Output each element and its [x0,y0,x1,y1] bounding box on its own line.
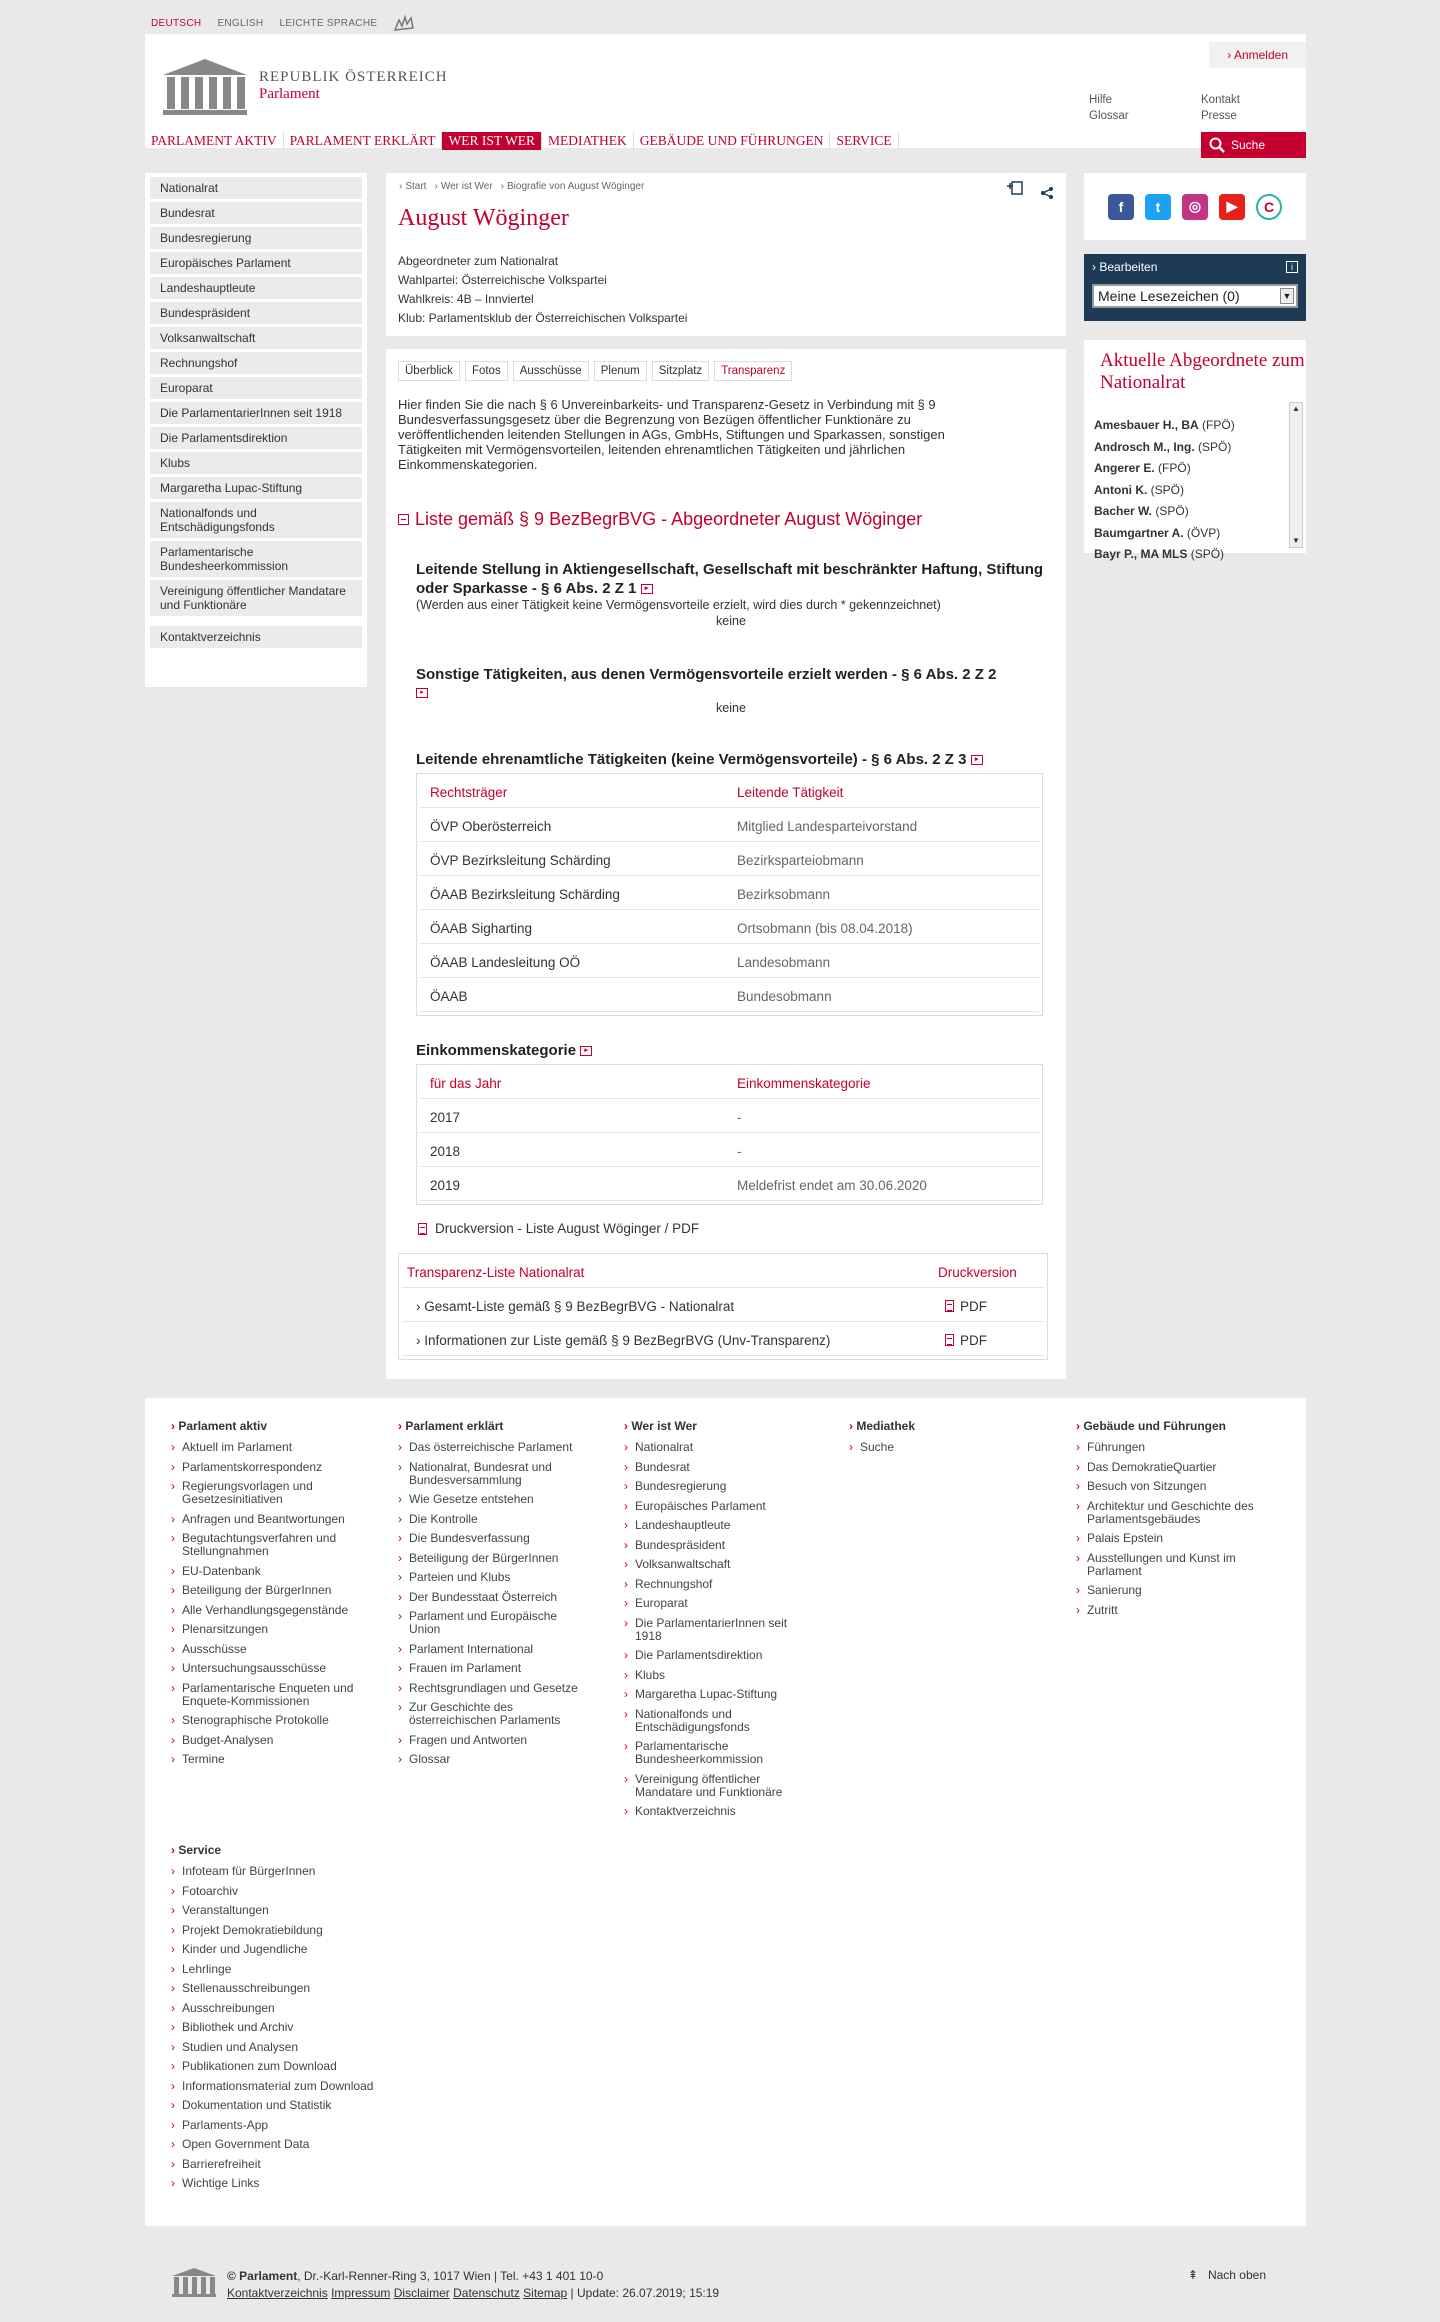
leftnav-item[interactable]: Die Parlamentsdirektion [150,427,362,449]
footer-link[interactable]: › Nationalfonds und Entschädigungsfonds [624,1708,814,1734]
main-nav [145,132,1306,150]
cell: - [737,1109,742,1125]
cell: ÖAAB Landesleitung OÖ [430,954,581,970]
footer-link[interactable]: › EU-Datenbank [171,1565,361,1578]
pdf-link[interactable] [945,1333,987,1348]
person-role: Abgeordneter zum Nationalrat [398,254,559,268]
tabs [398,361,792,381]
footer-link[interactable]: › Ausschüsse [171,1643,361,1656]
footer-link[interactable]: › Begutachtungsverfahren und Stellungnahmen [171,1532,361,1558]
member-name: Baumgartner A. [1094,525,1184,540]
footer-heading[interactable]: › Mediathek [849,1420,999,1433]
footer-link[interactable]: › Architektur und Geschichte des Parlamentsgebäudes [1076,1500,1256,1526]
site-subtitle: Parlament [259,86,320,102]
member-party: (FPÖ) [1202,418,1235,432]
pdf-icon [418,1223,427,1235]
footer-link[interactable]: › Parlamentskorrespondenz [171,1461,361,1474]
leftnav-item[interactable]: Nationalfonds und Entschädigungsfonds [150,502,362,538]
footer-heading[interactable]: › Parlament erklärt [398,1420,578,1433]
leftnav-item[interactable]: Vereinigung öffentlicher Mandatare und Funktionäre [150,580,362,616]
footer-link[interactable]: › Landeshauptleute [624,1519,814,1532]
info-icon[interactable]: ▸ [641,584,653,594]
footer-link[interactable]: › Volksanwaltschaft [624,1558,814,1571]
header [145,34,1306,152]
footer-link[interactable]: › Lehrlinge [171,1963,401,1976]
lang-de[interactable]: DEUTSCH [151,17,202,29]
footer-link[interactable]: › Beteiligung der BürgerInnen [171,1584,361,1597]
link-contact[interactable]: Kontakt [1201,94,1240,106]
value-leitende-stellung: keine [716,614,746,628]
footer-link[interactable]: › Parlament International [398,1643,578,1656]
footer-link[interactable]: › Open Government Data [171,2138,401,2151]
tab-transparenz[interactable]: Transparenz [714,361,792,381]
leftnav-item[interactable]: Nationalrat [150,177,362,199]
footer-link[interactable]: › Ausstellungen und Kunst im Parlament [1076,1552,1256,1578]
leftnav-item[interactable]: Die ParlamentarierInnen seit 1918 [150,402,362,424]
footer-col-parlament-erklaert [398,1420,578,1773]
imprint [227,2268,719,2302]
member-party: (SPÖ) [1155,504,1189,518]
cell: Landesobmann [737,954,831,970]
person-card [386,173,1066,336]
block-sonstige [416,665,1046,715]
footer-link[interactable]: › Wichtige Links [171,2177,401,2190]
member-name: Bayr P., MA MLS [1094,547,1188,561]
link-gesamtliste[interactable]: › Gesamt-Liste gemäß § 9 BezBegrBVG - Nationalrat [416,1298,735,1314]
leftnav-item[interactable]: Bundesrat [150,202,362,224]
table-row [402,1325,1044,1356]
col-jahr: für das Jahr [430,1075,502,1091]
info-icon[interactable]: i [1286,261,1298,273]
footer-link[interactable]: › Kinder und Jugendliche [171,1943,401,1956]
footer-link[interactable]: › Barrierefreiheit [171,2158,401,2171]
member-party: (SPÖ) [1198,439,1232,454]
list-item[interactable] [1094,480,1284,502]
tab-plenum[interactable]: Plenum [594,361,647,381]
footer-link[interactable]: › Ausschreibungen [171,2002,401,2015]
footer-link[interactable]: › Rechnungshof [624,1578,814,1591]
nav-mediathek[interactable]: MEDIATHEK [542,132,634,150]
cell: ÖAAB Bezirksleitung Schärding [430,886,620,902]
pdf-icon [945,1300,954,1312]
tab-ausschuesse[interactable]: Ausschüsse [513,361,589,381]
table-header [420,1068,1039,1099]
edit-link[interactable]: › Bearbeiten [1092,260,1158,274]
footer [145,1398,1306,2226]
footer-link[interactable]: › Die Parlamentsdirektion [624,1649,814,1662]
heading-ehrenamtlich-row [416,750,983,769]
leftnav-item[interactable]: Parlamentarische Bundesheerkommission [150,541,362,577]
footer-link[interactable]: › Das DemokratieQuartier [1076,1461,1256,1474]
list-item[interactable] [1094,437,1284,459]
footer-col-mediathek [849,1420,999,1461]
person-name: August Wöginger [398,205,569,231]
leftnav-item[interactable]: Klubs [150,452,362,474]
link-informationen[interactable]: › Informationen zur Liste gemäß § 9 BezBegrBVG (Unv-Transparenz) [416,1332,831,1348]
footer-link[interactable]: › Bibliothek und Archiv [171,2021,401,2034]
member-party: (FPÖ) [1158,461,1191,475]
leftnav-item[interactable]: Bundesregierung [150,227,362,249]
footer-link[interactable]: › Bundesrat [624,1461,814,1474]
footer-link[interactable]: › Margaretha Lupac-Stiftung [624,1688,814,1701]
link-label: Informationen zur Liste gemäß § 9 BezBegrBVG (Unv-Transparenz) [424,1332,831,1348]
footer-link[interactable]: › Rechtsgrundlagen und Gesetze [398,1682,578,1695]
table-row [420,845,1039,876]
footer-link[interactable]: › Parlamentarische Bundesheerkommission [624,1740,814,1766]
social-links [1084,173,1306,240]
cell: ÖAAB [430,988,468,1004]
cell: 2018 [430,1143,461,1159]
member-name: Antoni K. [1094,482,1148,497]
lang-en[interactable]: ENGLISH [217,17,264,29]
back-to-top[interactable] [1188,2268,1266,2282]
nav-parlament-erklaert[interactable]: PARLAMENT ERKLÄRT [284,132,443,150]
footer-link[interactable]: › Projekt Demokratiebildung [171,1924,401,1937]
info-icon[interactable]: ▸ [416,688,428,698]
bookmark-select-value: Meine Lesezeichen (0) [1098,288,1240,304]
nav-wer-ist-wer[interactable]: WER IST WER [442,132,542,150]
search-label: Suche [1231,138,1266,152]
footer-link[interactable]: › Stellenausschreibungen [171,1982,401,1995]
person-district: Wahlkreis: 4B – Innviertel [398,292,534,306]
footer-link[interactable]: › Nationalrat [624,1441,814,1454]
cell: ÖVP Oberösterreich [430,818,552,834]
bottom-bar [145,2248,1306,2310]
footer-link[interactable]: › Fotoarchiv [171,1885,401,1898]
cell: Ortsobmann (bis 08.04.2018) [737,920,913,936]
abgeordnete-title: Aktuelle Abgeordnete zum Nationalrat [1100,350,1305,393]
tab-fotos[interactable]: Fotos [465,361,508,381]
cell: ÖVP Bezirksleitung Schärding [430,852,611,868]
heading-leitende-stellung: Leitende Stellung in Aktiengesellschaft, Gesellschaft mit beschränkter Haftung, Stiftung oder Sparkasse - § 6 Abs. 2 Z 1 [416,561,1044,597]
search-button[interactable] [1201,132,1306,158]
left-nav [145,173,367,687]
abgeordnete-panel [1084,340,1306,561]
footer-link[interactable]: › Die ParlamentarierInnen seit 1918 [624,1617,814,1643]
list-item[interactable] [1094,415,1284,437]
table-row [420,879,1039,910]
footer-link[interactable]: › Aktuell im Parlament [171,1441,361,1454]
footer-link[interactable]: › Alle Verhandlungsgegenstände [171,1604,361,1617]
table-transparenz [398,1253,1048,1360]
person-info [398,252,687,328]
member-party: (ÖVP) [1186,525,1221,540]
twitter-icon[interactable]: t [1145,194,1171,220]
scrollbar[interactable] [1289,402,1303,548]
scroll-down-icon[interactable]: ▼ [1292,536,1300,545]
footer-col-parlament-aktiv [171,1420,361,1773]
col-rechtstraeger: Rechtsträger [430,784,508,800]
table-row [420,811,1039,842]
parliament-logo-icon [161,55,249,117]
link-disclaimer[interactable]: Disclaimer [393,2286,450,2300]
footer-link[interactable]: › Besuch von Sitzungen [1076,1480,1256,1493]
list-item[interactable] [1094,523,1284,545]
footer-link[interactable]: › Nationalrat, Bundesrat und Bundesversammlung [398,1461,578,1487]
nav-service[interactable]: SERVICE [830,132,898,150]
heading-einkommen: Einkommenskategorie [416,1042,577,1059]
footer-link[interactable]: › Zutritt [1076,1604,1256,1617]
link-glossary[interactable]: Glossar [1089,110,1129,122]
link-datenschutz[interactable]: Datenschutz [453,2286,520,2300]
member-party: (SPÖ) [1150,482,1185,497]
cell: - [737,1143,742,1159]
link-label: Gesamt-Liste gemäß § 9 BezBegrBVG - Nationalrat [424,1298,735,1314]
footer-link[interactable]: › Zur Geschichte des österreichischen Parlaments [398,1701,578,1727]
language-bar [151,14,415,32]
info-icon[interactable]: ▸ [971,755,983,765]
footer-link[interactable]: › Regierungsvorlagen und Gesetzesinitiativen [171,1480,361,1506]
chevron-down-icon: ▼ [1280,288,1294,304]
member-name: Androsch M., Ing. [1094,439,1195,454]
footer-link[interactable]: › Veranstaltungen [171,1904,401,1917]
footer-link[interactable]: › Anfragen und Beantwortungen [171,1513,361,1526]
abgeordnete-list [1094,415,1284,561]
footer-link[interactable]: › Parlamentarische Enqueten und Enquete-Kommissionen [171,1682,361,1708]
tab-sitzplatz[interactable]: Sitzplatz [652,361,709,381]
parliament-logo-small-icon[interactable] [171,2266,217,2298]
list-item[interactable] [1094,501,1284,523]
block-leitende-stellung [416,560,1046,628]
footer-link[interactable]: › Vereinigung öffentlicher Mandatare und Funktionäre [624,1773,814,1799]
footer-link[interactable]: › Sanierung [1076,1584,1256,1597]
update-date: | Update: 26.07.2019; 15:19 [570,2286,720,2300]
footer-link[interactable]: › Kontaktverzeichnis [624,1805,814,1818]
pdf-icon [945,1334,954,1346]
share-icon[interactable] [1040,186,1054,200]
facebook-icon[interactable]: f [1108,194,1134,220]
table-row [420,981,1039,1012]
section-title: Liste gemäß § 9 BezBegrBVG - Abgeordneter August Wöginger [415,509,923,529]
lang-easy[interactable]: LEICHTE SPRACHE [279,17,378,29]
sign-language-icon[interactable] [393,14,415,32]
footer-link[interactable]: › Dokumentation und Statistik [171,2099,401,2112]
nav-parlament-aktiv[interactable]: PARLAMENT AKTIV [145,132,284,150]
footer-link[interactable]: › Die Kontrolle [398,1513,578,1526]
footer-link[interactable]: › Glossar [398,1753,578,1766]
section-toggle[interactable] [398,509,922,530]
breadcrumb-wer-ist-wer[interactable]: › Wer ist Wer [434,181,492,192]
footer-link[interactable]: › Europäisches Parlament [624,1500,814,1513]
cell: Mitglied Landesparteivorstand [737,818,918,834]
cell: 2017 [430,1109,461,1125]
member-name: Amesbauer H., BA [1094,418,1199,432]
footer-link[interactable]: › Parteien und Klubs [398,1571,578,1584]
pdf-label: PDF [960,1298,987,1314]
table-row [420,1170,1039,1201]
leftnav-item[interactable]: Europäisches Parlament [150,252,362,274]
footer-link[interactable]: › Publikationen zum Download [171,2060,401,2073]
tab-ueberblick[interactable]: Überblick [398,361,460,381]
footer-col-service [171,1844,401,2197]
footer-col-gebaeude [1076,1420,1256,1623]
col-druckversion: Druckversion [938,1264,1017,1280]
footer-link[interactable]: › Parlaments-App [171,2119,401,2132]
breadcrumb [399,181,644,192]
footer-link[interactable]: › Infoteam für BürgerInnen [171,1865,401,1878]
table-einkommen [416,1064,1043,1205]
member-name: Angerer E. [1094,461,1155,475]
footer-link[interactable]: › Parlament und Europäische Union [398,1610,578,1636]
footer-link[interactable]: › Plenarsitzungen [171,1623,361,1636]
footer-heading[interactable]: › Wer ist Wer [624,1420,814,1433]
table-header [420,777,1039,808]
table-header [402,1257,1044,1288]
leftnav-item[interactable]: Volksanwaltschaft [150,327,362,349]
youtube-icon[interactable]: ▶ [1219,194,1245,220]
contact-links [1201,92,1240,124]
footer-link[interactable]: › Studien und Analysen [171,2041,401,2054]
footer-link[interactable]: › Informationsmaterial zum Download [171,2080,401,2093]
leftnav-item[interactable]: Bundespräsident [150,302,362,324]
person-club: Klub: Parlamentsklub der Österreichischen Volkspartei [398,311,688,325]
breadcrumb-current: › Biografie von August Wöginger [501,181,645,192]
print-link[interactable] [418,1221,699,1236]
address: , Dr.-Karl-Renner-Ring 3, 1017 Wien | Tel. +43 1 401 10-0 [297,2269,604,2283]
footer-link[interactable]: › Beteiligung der BürgerInnen [398,1552,578,1565]
arrow-up-icon: ⇞ [1187,2268,1198,2282]
cell: Bezirksparteiobmann [737,852,864,868]
footer-link[interactable]: › Untersuchungsausschüsse [171,1662,361,1675]
collapse-icon [398,514,409,525]
pdf-label: PDF [960,1332,987,1348]
table-ehrenamtlich [416,773,1043,1016]
footer-link[interactable]: › Der Bundesstaat Österreich [398,1591,578,1604]
footer-link[interactable]: › Fragen und Antworten [398,1734,578,1747]
bookmark-add-icon[interactable] [1006,180,1024,196]
footer-link[interactable]: › Führungen [1076,1441,1256,1454]
col-liste: Transparenz-Liste Nationalrat [407,1264,585,1280]
table-row [420,1102,1039,1133]
footer-link[interactable]: › Europarat [624,1597,814,1610]
col-taetigkeit: Leitende Tätigkeit [737,784,844,800]
logo[interactable] [161,55,448,117]
cell: 2019 [430,1177,461,1193]
heading-ehrenamtlich: Leitende ehrenamtliche Tätigkeiten (keine Vermögensvorteile) - § 6 Abs. 2 Z 3 [416,751,967,768]
footer-link[interactable]: › Klubs [624,1669,814,1682]
footer-heading[interactable]: › Parlament aktiv [171,1420,361,1433]
login-button[interactable]: › Anmelden [1209,42,1306,68]
footer-link[interactable]: › Palais Epstein [1076,1532,1256,1545]
table-row [402,1291,1044,1322]
leftnav-item[interactable]: Margaretha Lupac-Stiftung [150,477,362,499]
scroll-up-icon[interactable]: ▲ [1292,404,1300,413]
intro-text: Hier finden Sie die nach § 6 Unvereinbarkeits- und Transparenz-Gesetz in Verbindung mit § 9 Bundesverfassungsgesetz über die Begrenzung von Bezügen öffentlicher Funktionäre zu veröffentlichenden leitenden Stellungen in AGs, GmbHs, Stiftungen und Sparkassen, sonstigen Tätigkeiten mit Vermögensvorteilen, leitenden ehrenamtlichen Tätigkeiten und jährlichen Einkommenskategorien. [398,397,945,472]
col-kategorie: Einkommenskategorie [737,1075,871,1091]
cell: Bezirksobmann [737,886,831,902]
print-label: Druckversion - Liste August Wöginger / PDF [435,1221,700,1236]
cell: Bundesobmann [737,988,832,1004]
list-item[interactable] [1094,458,1284,480]
org-name: © Parlament [227,2269,298,2283]
link-help[interactable]: Hilfe [1089,94,1113,106]
table-row [420,913,1039,944]
cell: Meldefrist endet am 30.06.2020 [737,1177,927,1193]
leftnav-item[interactable]: Rechnungshof [150,352,362,374]
footer-link[interactable]: › Bundesregierung [624,1480,814,1493]
leftnav-item[interactable]: Landeshauptleute [150,277,362,299]
content-card [386,349,1066,1379]
link-impressum[interactable]: Impressum [331,2286,391,2300]
member-party: (SPÖ) [1190,547,1225,561]
table-row [420,1136,1039,1167]
note-leitende-stellung: (Werden aus einer Tätigkeit keine Vermögensvorteile erzielt, wird dies durch * gekennzeichnet) [416,598,941,612]
footer-link[interactable]: › Suche [849,1441,999,1454]
nav-gebaeude[interactable]: GEBÄUDE UND FÜHRUNGEN [634,132,831,150]
heading-sonstige: Sonstige Tätigkeiten, aus denen Vermögensvorteile erzielt werden - § 6 Abs. 2 Z 2 [416,666,997,683]
info-icon[interactable]: ▸ [580,1046,592,1056]
value-sonstige: keine [716,701,746,715]
link-sitemap[interactable]: Sitemap [523,2286,568,2300]
help-links [1089,92,1129,124]
login-label: Anmelden [1233,48,1288,62]
site-title: REPUBLIK ÖSTERREICH [259,69,448,85]
leftnav-item[interactable]: Europarat [150,377,362,399]
pdf-link[interactable] [945,1299,987,1314]
footer-link[interactable]: › Budget-Analysen [171,1734,361,1747]
cell: ÖAAB Sigharting [430,920,533,936]
bookmark-select[interactable] [1092,284,1298,308]
footer-link[interactable]: › Termine [171,1753,361,1766]
footer-link[interactable]: › Wie Gesetze entstehen [398,1493,578,1506]
heading-einkommen-row [416,1041,592,1060]
link-press[interactable]: Presse [1201,110,1237,122]
footer-link[interactable]: › Frauen im Parlament [398,1662,578,1675]
footer-link[interactable]: › Das österreichische Parlament [398,1441,578,1454]
footer-heading[interactable]: › Service [171,1844,401,1857]
edit-label: Bearbeiten [1099,260,1158,274]
instagram-icon[interactable]: ◎ [1182,194,1208,220]
footer-heading[interactable]: › Gebäude und Führungen [1076,1420,1256,1433]
leftnav-item[interactable]: Kontaktverzeichnis [150,626,362,648]
breadcrumb-start[interactable]: › Start [399,181,426,192]
person-party: Wahlpartei: Österreichische Volkspartei [398,273,607,287]
footer-link[interactable]: › Stenographische Protokolle [171,1714,361,1727]
app-icon[interactable]: C [1256,194,1282,220]
bookmarks-panel [1084,254,1306,321]
member-name: Bacher W. [1094,504,1153,518]
footer-link[interactable]: › Die Bundesverfassung [398,1532,578,1545]
footer-link[interactable]: › Bundespräsident [624,1539,814,1552]
back-to-top-label: Nach oben [1207,2268,1266,2282]
search-icon [1209,137,1225,153]
link-kontaktverzeichnis[interactable]: Kontaktverzeichnis [227,2286,328,2300]
footer-col-wer-ist-wer [624,1420,814,1825]
table-row [420,947,1039,978]
list-item[interactable] [1094,544,1284,566]
